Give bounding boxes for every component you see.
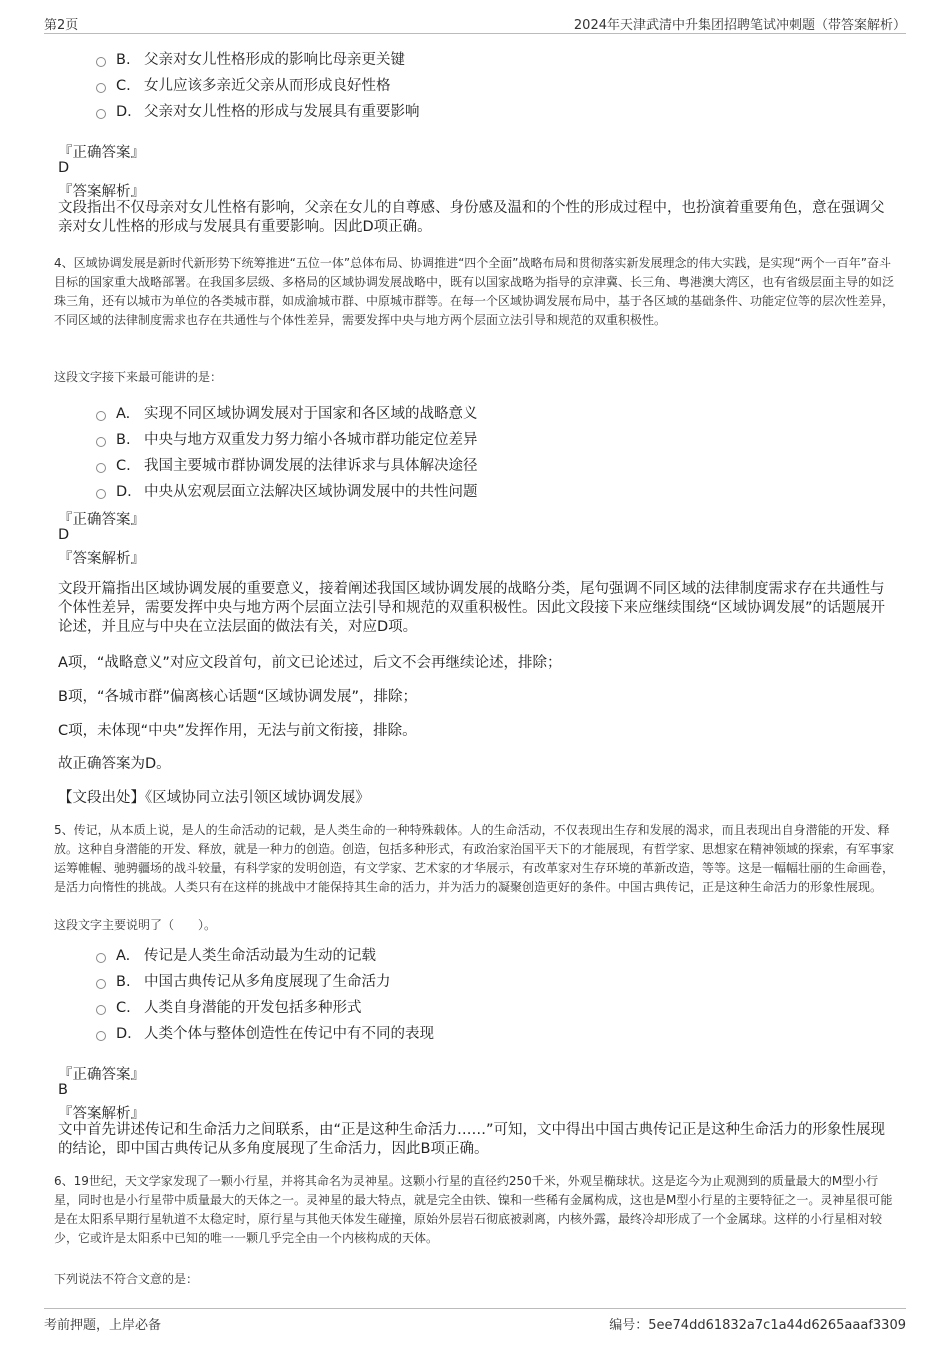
radio-icon[interactable] xyxy=(96,83,106,93)
footer-code: 编号：5ee74dd61832a7c1a44d6265aaaf3309 xyxy=(609,1318,906,1333)
radio-icon[interactable] xyxy=(96,979,106,989)
q5-option-d[interactable]: D. 人类个体与整体创造性在传记中有不同的表现 xyxy=(96,1022,434,1043)
q5-answer: B xyxy=(58,1082,68,1098)
radio-icon[interactable] xyxy=(96,463,106,473)
radio-icon[interactable] xyxy=(96,1031,106,1041)
q5-analysis: 文中首先讲述传记和生命活力之间联系，由“正是这种生命活力……”可知，文中得出中国古典传记正是这种生命活力的形象性展现的结论，即中国古典传记从多角度展现了生命活力，因此B项正确。 xyxy=(58,1122,886,1157)
q4-stem: 4、区域协调发展是新时代新形势下统筹推进“五位一体”总体布局、协调推进“四个全面”战略布局和贯彻落实新发展理念的伟大实践，是实现“两个一百年”奋斗目标的国家重大战略部署。在我国多层级、多格局的区域协调发展战略中，既有以国家战略为指导的京津冀、长三角、粤港澳大湾区，也有省级层面主导的如泛珠三角，还有以城市为单位的各类城市群，如成渝城市群、中原城市群等。在每一个区域协调发展布局中，基于各区域的基础条件、功能定位等的层次性差异，不同区域的法律制度需求也存在共通性与个体性差异，需要发挥中央与地方两个层面立法引导和规范的双重积极性。 xyxy=(54,256,895,327)
footer-divider xyxy=(44,1308,906,1309)
radio-icon[interactable] xyxy=(96,953,106,963)
q3-analysis: 文段指出不仅母亲对女儿性格有影响，父亲在女儿的自尊感、身份感及温和的个性的形成过程中，也扮演着重要角色，意在强调父亲对女儿性格的形成与发展具有重要影响。因此D项正确。 xyxy=(58,200,885,235)
q4-option-d[interactable]: D. 中央从宏观层面立法解决区域协调发展中的共性问题 xyxy=(96,480,478,501)
q4-option-c[interactable]: C. 我国主要城市群协调发展的法律诉求与具体解决途径 xyxy=(96,454,478,475)
q4-answer: D xyxy=(58,527,70,543)
q5-option-a[interactable]: A. 传记是人类生命活动最为生动的记载 xyxy=(96,944,376,965)
q4-note-a: A项，“战略意义”对应文段首句，前文已论述过，后文不会再继续论述，排除； xyxy=(58,655,562,671)
q4-conclusion: 故正确答案为D。 xyxy=(58,756,171,772)
q3-option-b[interactable]: B. 父亲对女儿性格形成的影响比母亲更关键 xyxy=(96,48,405,69)
q3-answer: D xyxy=(58,160,70,176)
q3-option-d[interactable]: D. 父亲对女儿性格的形成与发展具有重要影响 xyxy=(96,100,420,121)
q4-analysis: 文段开篇指出区域协调发展的重要意义，接着阐述我国区域协调发展的战略分类，尾句强调不同区域的法律制度需求存在共通性与个体性差异，需要发挥中央与地方两个层面立法引导和规范的双重积极性。因此文段接下来应继续围绕“区域协调发展”的话题展开论述，并且应与中央在立法层面的做法有关，对应D项。 xyxy=(58,581,886,635)
document-title: 2024年天津武清中升集团招聘笔试冲刺题（带答案解析） xyxy=(573,18,906,33)
radio-icon[interactable] xyxy=(96,109,106,119)
q4-source: 【文段出处】《区域协同立法引领区域协调发展》 xyxy=(58,790,370,806)
q4-analysis-label: 『答案解析』 xyxy=(58,551,145,567)
radio-icon[interactable] xyxy=(96,437,106,447)
q4-note-c: C项，未体现“中央”发挥作用，无法与前文衔接，排除。 xyxy=(58,723,417,739)
q5-stem: 5、传记，从本质上说，是人的生命活动的记载，是人类生命的一种特殊载体。人的生命活动，不仅表现出生存和发展的渴求，而且表现出自身潜能的开发、释放。这种自身潜能的开发、释放，就是一种力的创造。创造，包括多种形式，有政治家治国平天下的才能展现，有哲学家、思想家在精神领域的探索，有军事家运筹帷幄、驰骋疆场的战斗较量，有科学家的发明创造，有文学家、艺术家的才华展示，有改革家对生存环境的革新改造，等等。这是一幅幅壮丽的生命画卷，是活力向惰性的挑战。人类只有在这样的挑战中才能保持其生命的活力，并为活力的凝聚创造更好的条件。中国古典传记，正是这种生命活力的形象性展现。 xyxy=(54,823,895,894)
radio-icon[interactable] xyxy=(96,57,106,67)
footer-slogan: 考前押题，上岸必备 xyxy=(44,1318,162,1333)
q5-analysis-label: 『答案解析』 xyxy=(58,1106,145,1122)
q4-option-a[interactable]: A. 实现不同区域协调发展对于国家和各区域的战略意义 xyxy=(96,402,478,423)
q5-question: 这段文字主要说明了（ ）。 xyxy=(54,918,217,932)
q4-option-b[interactable]: B. 中央与地方双重发力努力缩小各城市群功能定位差异 xyxy=(96,428,478,449)
q4-answer-label: 『正确答案』 xyxy=(58,512,145,528)
header-divider xyxy=(44,33,906,34)
radio-icon[interactable] xyxy=(96,489,106,499)
q3-analysis-label: 『答案解析』 xyxy=(58,184,145,200)
radio-icon[interactable] xyxy=(96,411,106,421)
page-number: 第2页 xyxy=(44,18,79,33)
q6-stem: 6、19世纪，天文学家发现了一颗小行星，并将其命名为灵神星。这颗小行星的直径约250千米，外观呈椭球状。这是迄今为止观测到的质量最大的M型小行星，同时也是小行星带中质量最大的天体之一。灵神星的最大特点，就是完全由铁、镍和一些稀有金属构成，这也是M型小行星的主要特征之一。灵神星很可能是在太阳系早期行星轨道不太稳定时，原行星与其他天体发生碰撞，原始外层岩石彻底被剥离，内核外露，最终冷却形成了一个金属球。这样的小行星相对较少，它或许是太阳系中已知的唯一一颗几乎完全由一个内核构成的天体。 xyxy=(54,1174,893,1245)
q6-question: 下列说法不符合文意的是： xyxy=(54,1272,199,1286)
q5-answer-label: 『正确答案』 xyxy=(58,1067,145,1083)
q5-option-b[interactable]: B. 中国古典传记从多角度展现了生命活力 xyxy=(96,970,391,991)
q3-answer-label: 『正确答案』 xyxy=(58,145,145,161)
q4-note-b: B项，“各城市群”偏离核心话题“区域协调发展”，排除； xyxy=(58,689,417,705)
q5-option-c[interactable]: C. 人类自身潜能的开发包括多种形式 xyxy=(96,996,362,1017)
q4-question: 这段文字接下来最可能讲的是： xyxy=(54,370,223,384)
q3-option-c[interactable]: C. 女儿应该多亲近父亲从而形成良好性格 xyxy=(96,74,391,95)
radio-icon[interactable] xyxy=(96,1005,106,1015)
